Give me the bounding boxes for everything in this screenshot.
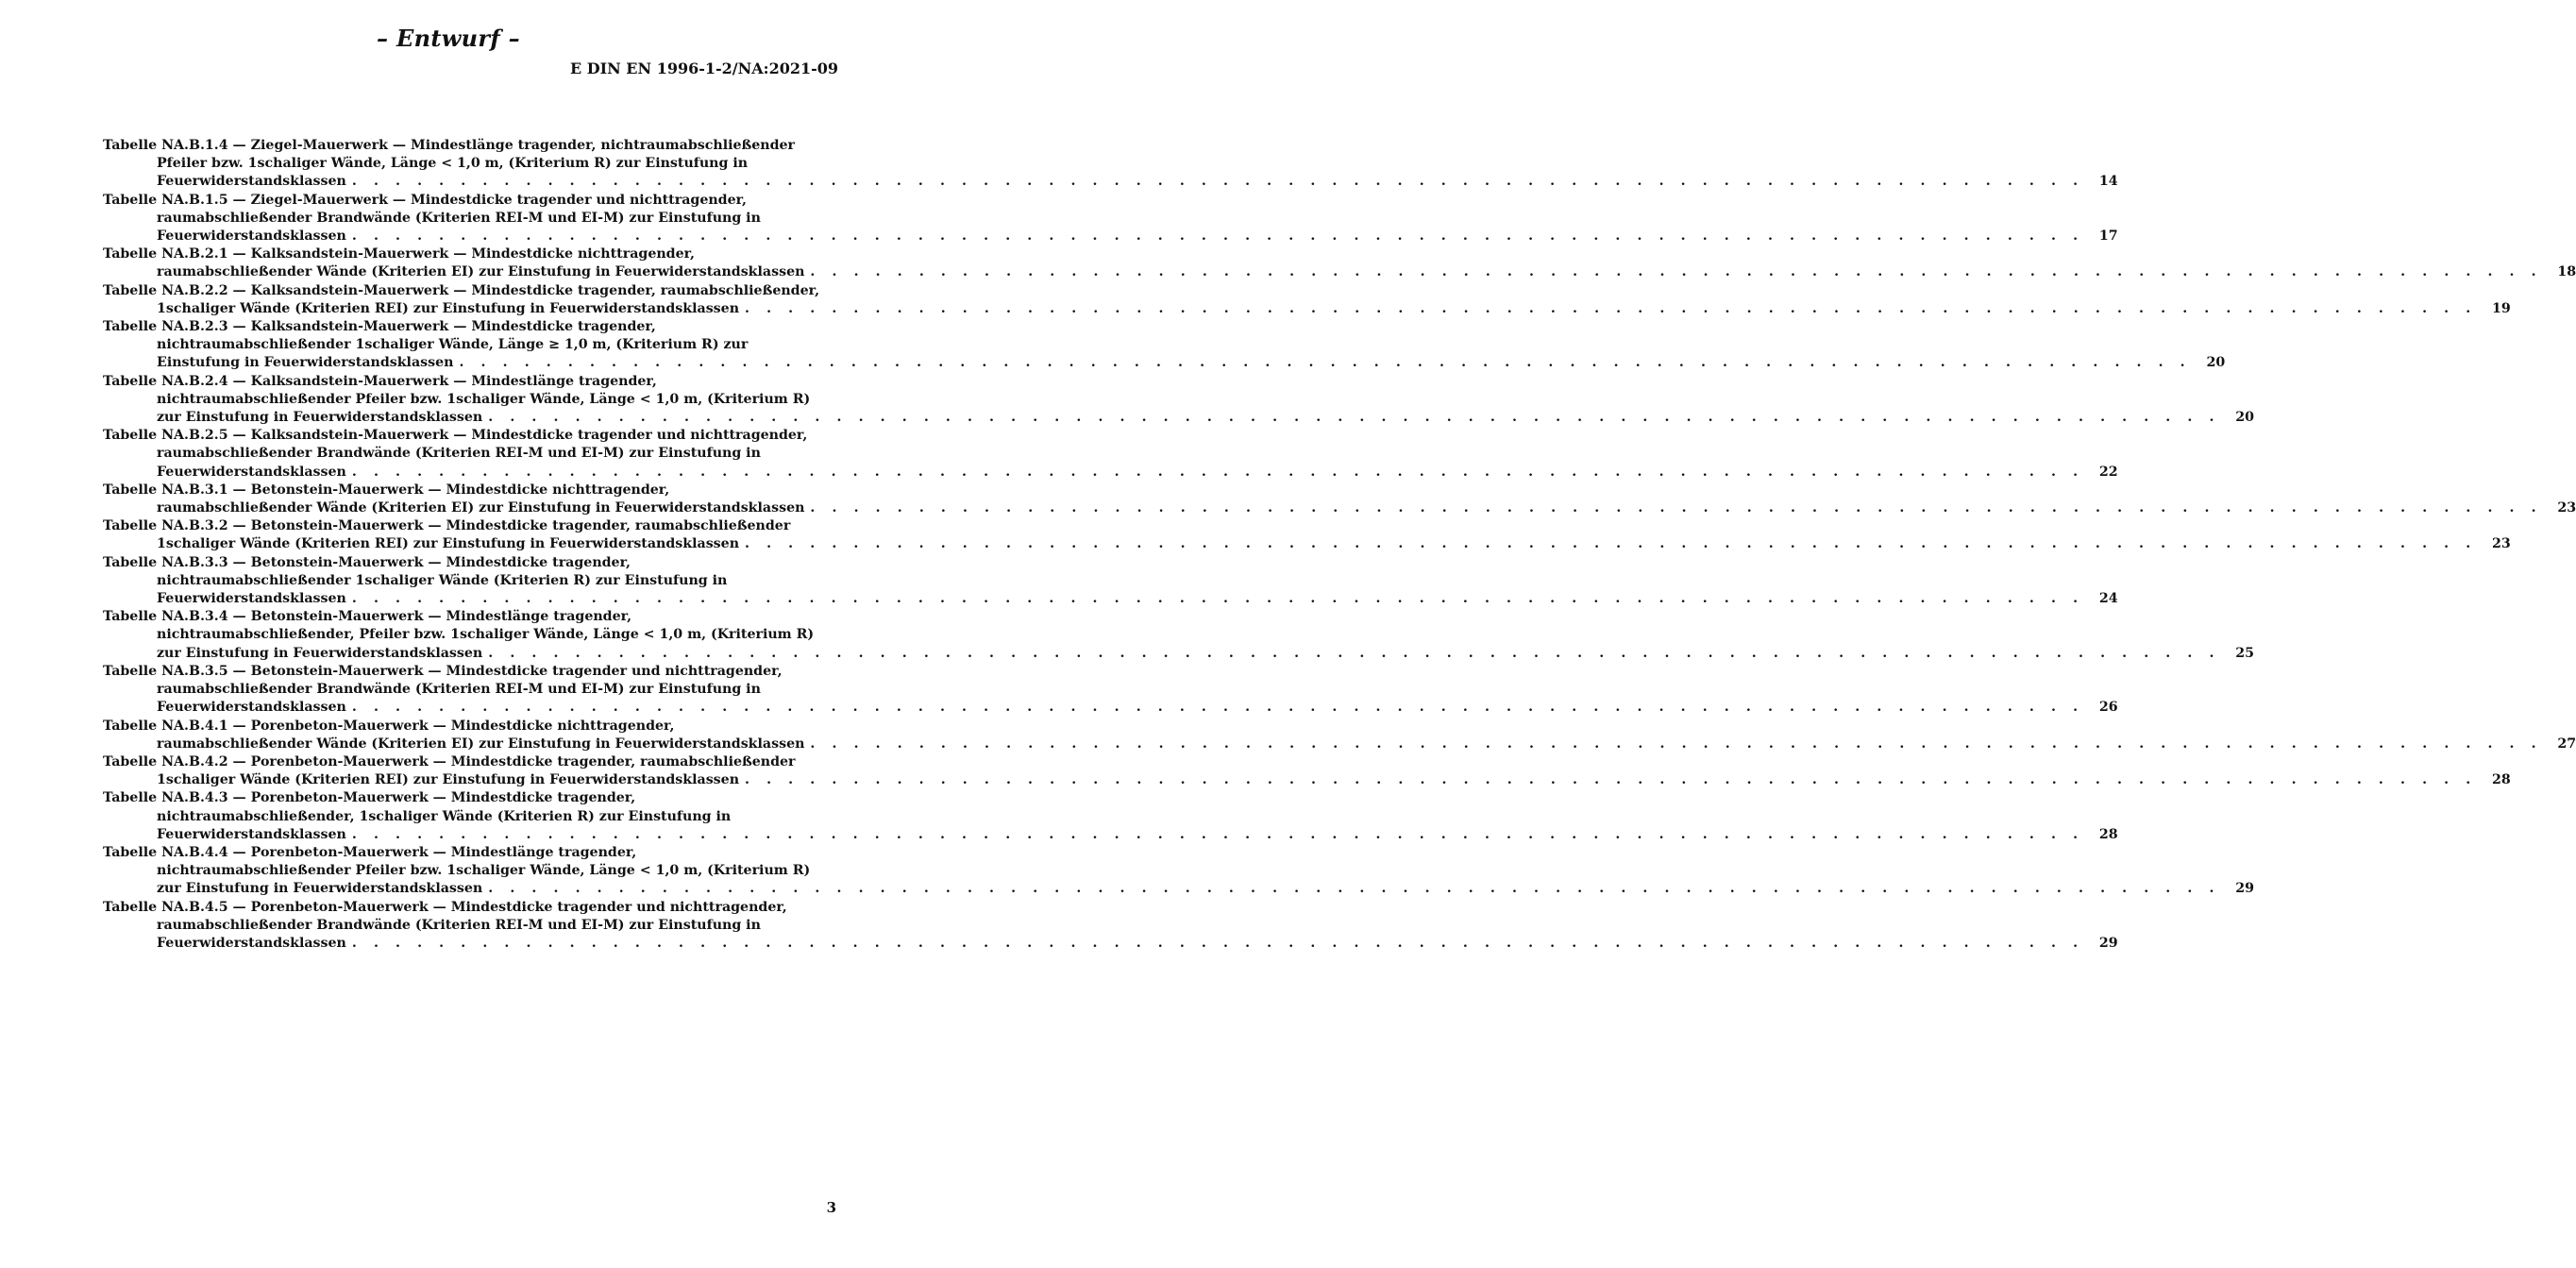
dot-leader: . . . . . . . . . . . . . . . . . . . . . . . . . . . . . . . . . . . . . . . . . . . . . . . . . . . . . . . . . . . . . . . . . . . . . . . . . . . . . . . . — [351, 174, 2084, 190]
toc-entry[interactable] — [103, 245, 2576, 281]
toc-page-number[interactable]: 26 — [2098, 700, 2118, 716]
toc-entry[interactable] — [103, 899, 2118, 954]
toc-entry-continuation: Feuerwiderstandsklassen — [157, 174, 346, 190]
dot-leader: . . . . . . . . . . . . . . . . . . . . . . . . . . . . . . . . . . . . . . . . . . . . . . . . . . . . . . . . . . . . . . . . . . . . . . . . . . . . . . . . — [488, 645, 2220, 661]
toc-entry-title: Tabelle NA.B.1.5 — Ziegel-Mauerwerk — Mindestdicke tragender und nichttragender, — [103, 192, 747, 208]
toc-entry[interactable] — [103, 789, 2118, 844]
toc-entry-continuation: nichtraumabschließender, 1schaliger Wände (Kriterien R) zur Einstufung in — [157, 808, 732, 824]
dot-leader: . . . . . . . . . . . . . . . . . . . . . . . . . . . . . . . . . . . . . . . . . . . . . . . . . . . . . . . . . . . . . . . . . . . . . . . . . . . . . . . . — [351, 464, 2084, 480]
toc-entry-continuation: raumabschließender Wände (Kriterien EI) zur Einstufung in Feuerwiderstandsklassen — [157, 264, 805, 280]
toc-entry[interactable] — [103, 663, 2118, 718]
draft-label: – Entwurf – — [377, 25, 520, 52]
toc-entry-continuation: Feuerwiderstandsklassen — [157, 591, 346, 607]
toc-page-number[interactable]: 29 — [2235, 881, 2254, 897]
toc-page-number[interactable]: 19 — [2492, 300, 2511, 316]
toc-entry[interactable] — [103, 192, 2118, 246]
dot-leader: . . . . . . . . . . . . . . . . . . . . . . . . . . . . . . . . . . . . . . . . . . . . . . . . . . . . . . . . . . . . . . . . . . . . . . . . . . . . . . . . — [488, 881, 2220, 897]
toc-page-number[interactable]: 24 — [2098, 591, 2118, 607]
dot-leader: . . . . . . . . . . . . . . . . . . . . . . . . . . . . . . . . . . . . . . . . . . . . . . . . . . . . . . . . . . . . . . . . . . . . . . . . . . . . . . . . — [488, 410, 2220, 426]
dot-leader: . . . . . . . . . . . . . . . . . . . . . . . . . . . . . . . . . . . . . . . . . . . . . . . . . . . . . . . . . . . . . . . . . . . . . . . . . . . . . . . . — [351, 826, 2084, 842]
toc-entry-continuation: zur Einstufung in Feuerwiderstandsklassen — [157, 410, 483, 426]
toc-entry-title: Tabelle NA.B.1.4 — Ziegel-Mauerwerk — Mindestlänge tragender, nichtraumabschließender — [103, 138, 796, 153]
toc-page-number[interactable]: 22 — [2098, 464, 2118, 480]
toc-entry-continuation: raumabschließender Wände (Kriterien EI) zur Einstufung in Feuerwiderstandsklassen — [157, 735, 805, 752]
dot-leader: . . . . . . . . . . . . . . . . . . . . . . . . . . . . . . . . . . . . . . . . . . . . . . . . . . . . . . . . . . . . . . . . . . . . . . . . . . . . . . . . — [745, 536, 2477, 552]
toc-entry-continuation: raumabschließender Brandwände (Kriterien REI-M und EI-M) zur Einstufung in — [157, 446, 761, 462]
toc-entry-continuation: 1schaliger Wände (Kriterien REI) zur Einstufung in Feuerwiderstandsklassen — [157, 536, 740, 552]
toc-entry-title: Tabelle NA.B.3.3 — Betonstein-Mauerwerk — Mindestdicke tragender, — [103, 554, 631, 570]
toc-entry-continuation: raumabschließender Brandwände (Kriterien REI-M und EI-M) zur Einstufung in — [157, 682, 761, 698]
toc-entry-continuation: nichtraumabschließender 1schaliger Wände (Kriterien R) zur Einstufung in — [157, 572, 728, 588]
toc-entry-continuation: nichtraumabschließender Pfeiler bzw. 1schaliger Wände, Länge < 1,0 m, (Kriterium R) — [157, 863, 811, 879]
toc-page-number[interactable]: 29 — [2098, 935, 2118, 951]
toc-page-number[interactable]: 20 — [2235, 410, 2254, 426]
dot-leader: . . . . . . . . . . . . . . . . . . . . . . . . . . . . . . . . . . . . . . . . . . . . . . . . . . . . . . . . . . . . . . . . . . . . . . . . . . . . . . . . — [459, 355, 2192, 371]
toc-entry[interactable] — [103, 282, 2511, 318]
toc-entry-continuation: nichtraumabschließender 1schaliger Wände, Länge ≥ 1,0 m, (Kriterium R) zur — [157, 337, 749, 353]
toc-entry-continuation: raumabschließender Brandwände (Kriterien REI-M und EI-M) zur Einstufung in — [157, 917, 761, 933]
toc-entry[interactable] — [103, 482, 2576, 517]
toc-page-number[interactable]: 27 — [2557, 735, 2576, 752]
dot-leader: . . . . . . . . . . . . . . . . . . . . . . . . . . . . . . . . . . . . . . . . . . . . . . . . . . . . . . . . . . . . . . . . . . . . . . . . . . . . . . . . — [351, 700, 2084, 716]
toc-page-number[interactable]: 20 — [2206, 355, 2226, 371]
toc-entry[interactable] — [103, 137, 2118, 192]
toc-entry-title: Tabelle NA.B.3.4 — Betonstein-Mauerwerk — Mindestlänge tragender, — [103, 609, 632, 625]
toc-entry[interactable] — [103, 753, 2511, 789]
toc-entry[interactable] — [103, 373, 2254, 428]
toc-entry-continuation: Einstufung in Feuerwiderstandsklassen — [157, 355, 454, 371]
toc-entry-title: Tabelle NA.B.2.2 — Kalksandstein-Mauerwerk — Mindestdicke tragender, raumabschließender, — [103, 282, 820, 298]
toc-entry-continuation: Feuerwiderstandsklassen — [157, 464, 346, 480]
table-of-contents — [103, 137, 2576, 953]
toc-entry-continuation: nichtraumabschließender Pfeiler bzw. 1schaliger Wände, Länge < 1,0 m, (Kriterium R) — [157, 391, 811, 407]
page-number: 3 — [826, 1199, 836, 1216]
toc-page-number[interactable]: 28 — [2098, 826, 2118, 842]
toc-entry-title: Tabelle NA.B.2.5 — Kalksandstein-Mauerwerk — Mindestdicke tragender und nichttragender, — [103, 428, 808, 444]
toc-entry[interactable] — [103, 554, 2118, 609]
dot-leader: . . . . . . . . . . . . . . . . . . . . . . . . . . . . . . . . . . . . . . . . . . . . . . . . . . . . . . . . . . . . . . . . . . . . . . . . . . . . . . . . — [810, 264, 2543, 280]
toc-entry-continuation: raumabschließender Brandwände (Kriterien REI-M und EI-M) zur Einstufung in — [157, 210, 761, 226]
toc-entry-continuation: Feuerwiderstandsklassen — [157, 228, 346, 245]
toc-entry-title: Tabelle NA.B.2.3 — Kalksandstein-Mauerwerk — Mindestdicke tragender, — [103, 319, 656, 335]
dot-leader: . . . . . . . . . . . . . . . . . . . . . . . . . . . . . . . . . . . . . . . . . . . . . . . . . . . . . . . . . . . . . . . . . . . . . . . . . . . . . . . . — [810, 735, 2543, 752]
toc-entry-title: Tabelle NA.B.3.2 — Betonstein-Mauerwerk — Mindestdicke tragender, raumabschließender — [103, 518, 791, 534]
toc-page-number[interactable]: 23 — [2557, 500, 2576, 516]
toc-entry-title: Tabelle NA.B.2.4 — Kalksandstein-Mauerwerk — Mindestlänge tragender, — [103, 373, 657, 389]
toc-page-number[interactable]: 14 — [2098, 174, 2118, 190]
dot-leader: . . . . . . . . . . . . . . . . . . . . . . . . . . . . . . . . . . . . . . . . . . . . . . . . . . . . . . . . . . . . . . . . . . . . . . . . . . . . . . . . — [745, 300, 2477, 316]
toc-page-number[interactable]: 28 — [2492, 772, 2511, 788]
toc-entry-title: Tabelle NA.B.3.1 — Betonstein-Mauerwerk — Mindestdicke nichttragender, — [103, 482, 670, 498]
toc-entry-continuation: 1schaliger Wände (Kriterien REI) zur Einstufung in Feuerwiderstandsklassen — [157, 300, 740, 316]
toc-entry-continuation: Feuerwiderstandsklassen — [157, 700, 346, 716]
toc-entry-continuation: nichtraumabschließender, Pfeiler bzw. 1schaliger Wände, Länge < 1,0 m, (Kriterium R) — [157, 627, 815, 643]
toc-page-number[interactable]: 23 — [2492, 536, 2511, 552]
dot-leader: . . . . . . . . . . . . . . . . . . . . . . . . . . . . . . . . . . . . . . . . . . . . . . . . . . . . . . . . . . . . . . . . . . . . . . . . . . . . . . . . — [745, 772, 2477, 788]
toc-entry[interactable] — [103, 844, 2254, 899]
toc-entry-continuation: zur Einstufung in Feuerwiderstandsklassen — [157, 645, 483, 661]
toc-entry-continuation: zur Einstufung in Feuerwiderstandsklassen — [157, 881, 483, 897]
toc-entry-continuation: Feuerwiderstandsklassen — [157, 935, 346, 951]
toc-entry-continuation: Pfeiler bzw. 1schaliger Wände, Länge < 1,0 m, (Kriterium R) zur Einstufung in — [157, 156, 749, 172]
dot-leader: . . . . . . . . . . . . . . . . . . . . . . . . . . . . . . . . . . . . . . . . . . . . . . . . . . . . . . . . . . . . . . . . . . . . . . . . . . . . . . . . — [351, 591, 2084, 607]
toc-entry[interactable] — [103, 318, 2226, 373]
toc-entry-title: Tabelle NA.B.4.2 — Porenbeton-Mauerwerk — Mindestdicke tragender, raumabschließender — [103, 753, 796, 769]
toc-entry-continuation: 1schaliger Wände (Kriterien REI) zur Einstufung in Feuerwiderstandsklassen — [157, 772, 740, 788]
toc-entry-title: Tabelle NA.B.4.3 — Porenbeton-Mauerwerk — Mindestdicke tragender, — [103, 790, 636, 806]
toc-entry-title: Tabelle NA.B.2.1 — Kalksandstein-Mauerwerk — Mindestdicke nichttragender, — [103, 246, 695, 262]
document-number: E DIN EN 1996-1-2/NA:2021-09 — [569, 59, 838, 77]
dot-leader: . . . . . . . . . . . . . . . . . . . . . . . . . . . . . . . . . . . . . . . . . . . . . . . . . . . . . . . . . . . . . . . . . . . . . . . . . . . . . . . . — [351, 935, 2084, 951]
toc-entry[interactable] — [103, 517, 2511, 553]
dot-leader: . . . . . . . . . . . . . . . . . . . . . . . . . . . . . . . . . . . . . . . . . . . . . . . . . . . . . . . . . . . . . . . . . . . . . . . . . . . . . . . . — [810, 500, 2543, 516]
toc-entry-continuation: Feuerwiderstandsklassen — [157, 826, 346, 842]
toc-entry[interactable] — [103, 427, 2118, 482]
toc-page-number[interactable]: 18 — [2557, 264, 2576, 280]
toc-entry-title: Tabelle NA.B.3.5 — Betonstein-Mauerwerk — Mindestdicke tragender und nichttragender, — [103, 663, 783, 679]
toc-entry-title: Tabelle NA.B.4.4 — Porenbeton-Mauerwerk — Mindestlänge tragender, — [103, 844, 637, 860]
toc-entry-continuation: raumabschließender Wände (Kriterien EI) zur Einstufung in Feuerwiderstandsklassen — [157, 500, 805, 516]
toc-page-number[interactable]: 25 — [2235, 645, 2254, 661]
dot-leader: . . . . . . . . . . . . . . . . . . . . . . . . . . . . . . . . . . . . . . . . . . . . . . . . . . . . . . . . . . . . . . . . . . . . . . . . . . . . . . . . — [351, 228, 2084, 245]
toc-entry-title: Tabelle NA.B.4.1 — Porenbeton-Mauerwerk — Mindestdicke nichttragender, — [103, 718, 675, 734]
toc-entry-title: Tabelle NA.B.4.5 — Porenbeton-Mauerwerk — Mindestdicke tragender und nichttragender, — [103, 899, 787, 915]
toc-entry[interactable] — [103, 608, 2254, 663]
toc-page-number[interactable]: 17 — [2098, 228, 2118, 245]
toc-entry[interactable] — [103, 718, 2576, 753]
